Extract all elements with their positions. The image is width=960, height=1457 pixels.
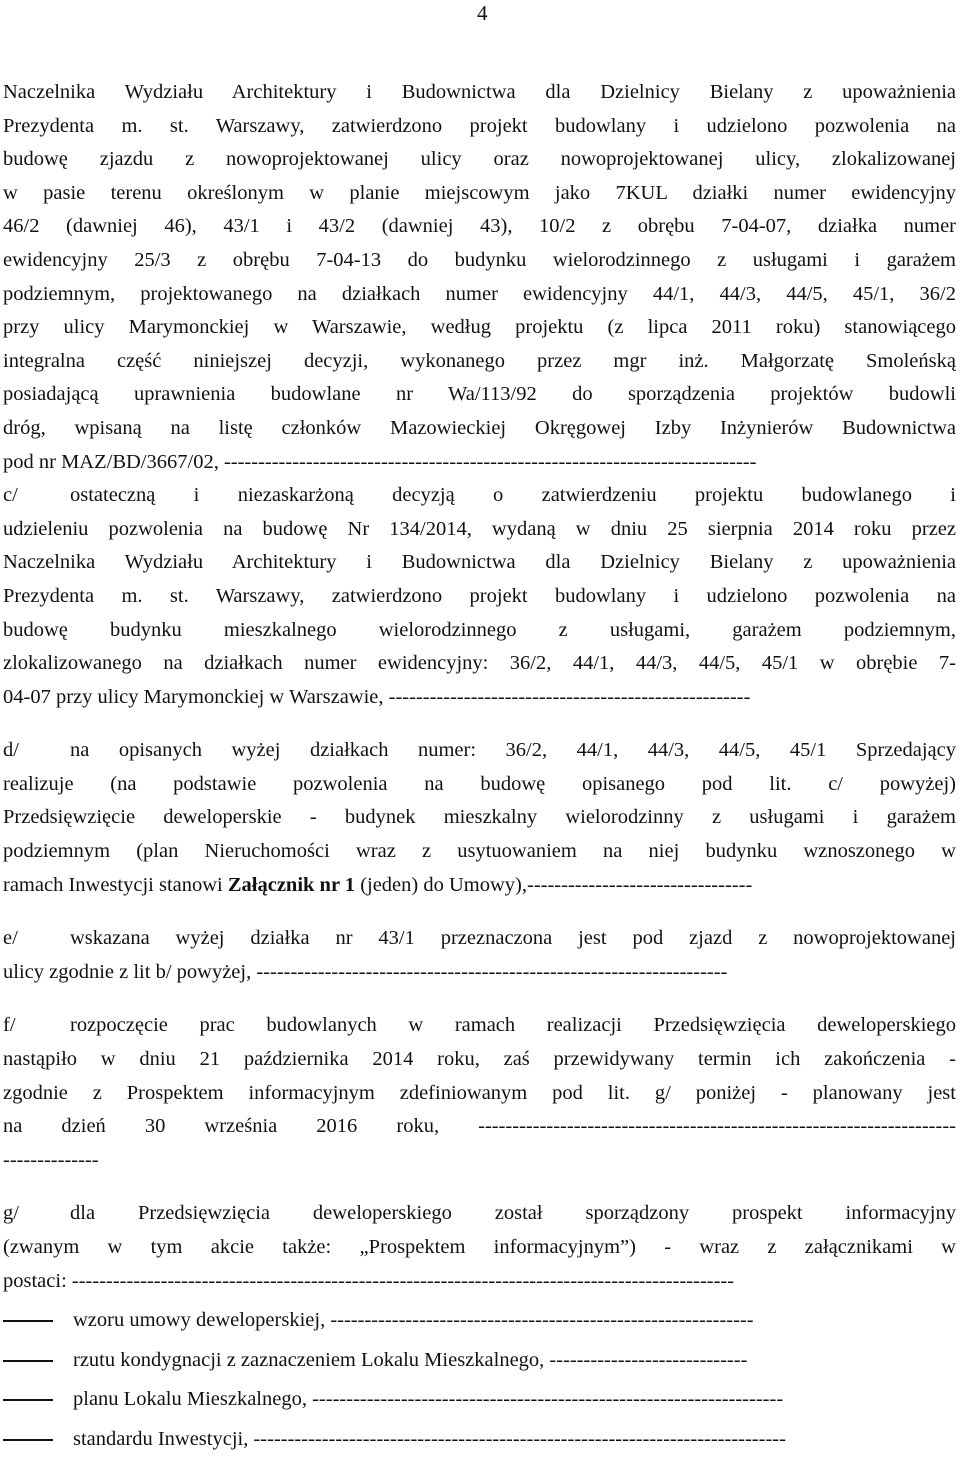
text-span: dla Przedsięwzięcia deweloperskiego został sporządzony prospekt informacyjny [70, 1202, 956, 1225]
text-span: wskazana wyżej działka nr 43/1 przeznaczona jest pod zjazd z nowoprojektowanej [70, 927, 956, 950]
text-line: realizuje (na podstawie pozwolenia na budowę opisanego pod lit. c/ powyżej) [3, 772, 956, 795]
text-line [3, 1197, 956, 1231]
text-line: zlokalizowanego na działkach numer ewidencyjny: 36/2, 44/1, 44/3, 44/5, 45/1 w obrębie 7- [3, 652, 956, 675]
text-span: ostateczną i niezaskarżoną decyzją o zatwierdzeniu projektu budowlanego i [70, 484, 956, 507]
text-line: budowę zjazdu z nowoprojektowanej ulicy oraz nowoprojektowanej ulicy, zlokalizowanej [3, 148, 956, 171]
text-line: (zwanym w tym akcie także: „Prospektem informacyjnym”) - wraz z załącznikami w [3, 1236, 956, 1258]
text-line: budowę budynku mieszkalnego wielorodzinnego z usługami, garażem podziemnym, [3, 618, 956, 641]
text-line: zgodnie z Prospektem informacyjnym zdefiniowanym pod lit. g/ poniżej - planowany jest [3, 1081, 956, 1104]
text-line [3, 922, 956, 956]
text-span: na opisanych wyżej działkach numer: 36/2, 44/1, 44/3, 44/5, 45/1 Sprzedający [70, 739, 956, 762]
paragraph-e [3, 922, 956, 989]
attachment-reference: Załącznik nr 1 [227, 873, 356, 896]
paragraph-g [3, 1197, 956, 1298]
paragraph-label: f/ [3, 1014, 16, 1037]
dash-bullet-icon [3, 1439, 53, 1441]
text-line: 46/2 (dawniej 46), 43/1 i 43/2 (dawniej 43), 10/2 z obrębu 7-04-07, działka numer [3, 215, 956, 238]
paragraph-label: e/ [3, 927, 18, 950]
text-line: podziemnym (plan Nieruchomości wraz z usytuowaniem na niej budynku wznoszonego w [3, 840, 956, 863]
document-body [3, 76, 956, 1457]
text-line: udzieleniu pozwolenia na budowę Nr 134/2014, wydaną w dniu 25 sierpnia 2014 roku przez [3, 517, 956, 540]
text-line: 04-07 przy ulicy Marymonckiej w Warszawie, ----------------------------------------------------- [3, 685, 751, 708]
list-item-text: wzoru umowy deweloperskiej, -------------------------------------------------------------- [73, 1309, 754, 1332]
text-span: rozpoczęcie prac budowlanych w ramach realizacji Przedsięwzięcia deweloperskiego [70, 1014, 956, 1037]
paragraph-c [3, 479, 956, 714]
paragraph-label: c/ [3, 484, 18, 507]
list-item-text: planu Lokalu Mieszkalnego, --------------------------------------------------------------------- [73, 1388, 784, 1411]
dash-bullet-icon [3, 1360, 53, 1362]
paragraph-gap [3, 714, 956, 734]
list-item [3, 1344, 956, 1378]
text-line [3, 1009, 956, 1043]
paragraph-f [3, 1009, 956, 1177]
text-span: ramach Inwestycji stanowi [3, 873, 228, 896]
paragraph-gap [3, 1177, 956, 1197]
text-line: Prezydenta m. st. Warszawy, zatwierdzono projekt budowlany i udzielono pozwolenia na [3, 114, 956, 137]
paragraph-d [3, 734, 956, 902]
list-item [3, 1423, 956, 1457]
text-line [3, 734, 956, 768]
text-line: postaci: ------------------------------------------------------------------------------------------------- [3, 1269, 735, 1292]
list-item-text: standardu Inwestycji, ------------------------------------------------------------------------------ [73, 1427, 786, 1450]
page-number: 4 [477, 1, 488, 25]
text-line: nastąpiło w dniu 21 października 2014 roku, zaś przewidywany termin ich zakończenia - [3, 1048, 956, 1071]
text-line: Przedsięwzięcie deweloperskie - budynek mieszkalny wielorodzinny z usługami i garażem [3, 806, 956, 829]
paragraph-b-continuation [3, 76, 956, 479]
paragraph-label: g/ [3, 1202, 19, 1225]
text-line: przy ulicy Marymonckiej w Warszawie, według projektu (z lipca 2011 roku) stanowiącego [3, 316, 956, 339]
dash-bullet-icon [3, 1399, 53, 1401]
text-line: ewidencyjny 25/3 z obrębu 7-04-13 do budynku wielorodzinnego z usługami i garażem [3, 248, 956, 271]
text-line: w pasie terenu określonym w planie miejscowym jako 7KUL działki numer ewidencyjny [3, 181, 956, 204]
text-line: Naczelnika Wydziału Architektury i Budownictwa dla Dzielnicy Bielany z upoważnienia [3, 81, 956, 103]
text-line: pod nr MAZ/BD/3667/02, ------------------------------------------------------------------------------ [3, 450, 757, 473]
text-line: Naczelnika Wydziału Architektury i Budownictwa dla Dzielnicy Bielany z upoważnienia [3, 551, 956, 574]
text-line: posiadającą uprawnienia budowlane nr Wa/113/92 do sporządzenia projektów budowli [3, 383, 956, 406]
paragraph-gap [3, 989, 956, 1009]
paragraph-label: d/ [3, 739, 19, 762]
dash-bullet-icon [3, 1320, 53, 1322]
text-line: Prezydenta m. st. Warszawy, zatwierdzono projekt budowlany i udzielono pozwolenia na [3, 584, 956, 607]
text-line: ulicy zgodnie z lit b/ powyżej, --------------------------------------------------------------------- [3, 960, 728, 983]
attachments-list [3, 1304, 956, 1456]
list-item [3, 1304, 956, 1338]
text-line: -------------- [3, 1148, 99, 1171]
text-line [3, 869, 956, 903]
text-span: (jeden) do Umowy),--------------------------------- [355, 873, 753, 896]
text-line: podziemnym, projektowanego na działkach numer ewidencyjny 44/1, 44/3, 44/5, 45/1, 36/2 [3, 282, 956, 305]
text-line: dróg, wpisaną na listę członków Mazowieckiej Okręgowej Izby Inżynierów Budownictwa [3, 416, 956, 439]
paragraph-gap [3, 902, 956, 922]
list-item-text: rzutu kondygnacji z zaznaczeniem Lokalu Mieszkalnego, ----------------------------- [73, 1348, 748, 1371]
text-line: na dzień 30 września 2016 roku, ---------------------------------------------------------------------- [3, 1115, 956, 1138]
text-line: integralna część niniejszej decyzji, wykonanego przez mgr inż. Małgorzatę Smoleńską [3, 349, 956, 372]
list-item [3, 1383, 956, 1417]
text-line [3, 479, 956, 513]
